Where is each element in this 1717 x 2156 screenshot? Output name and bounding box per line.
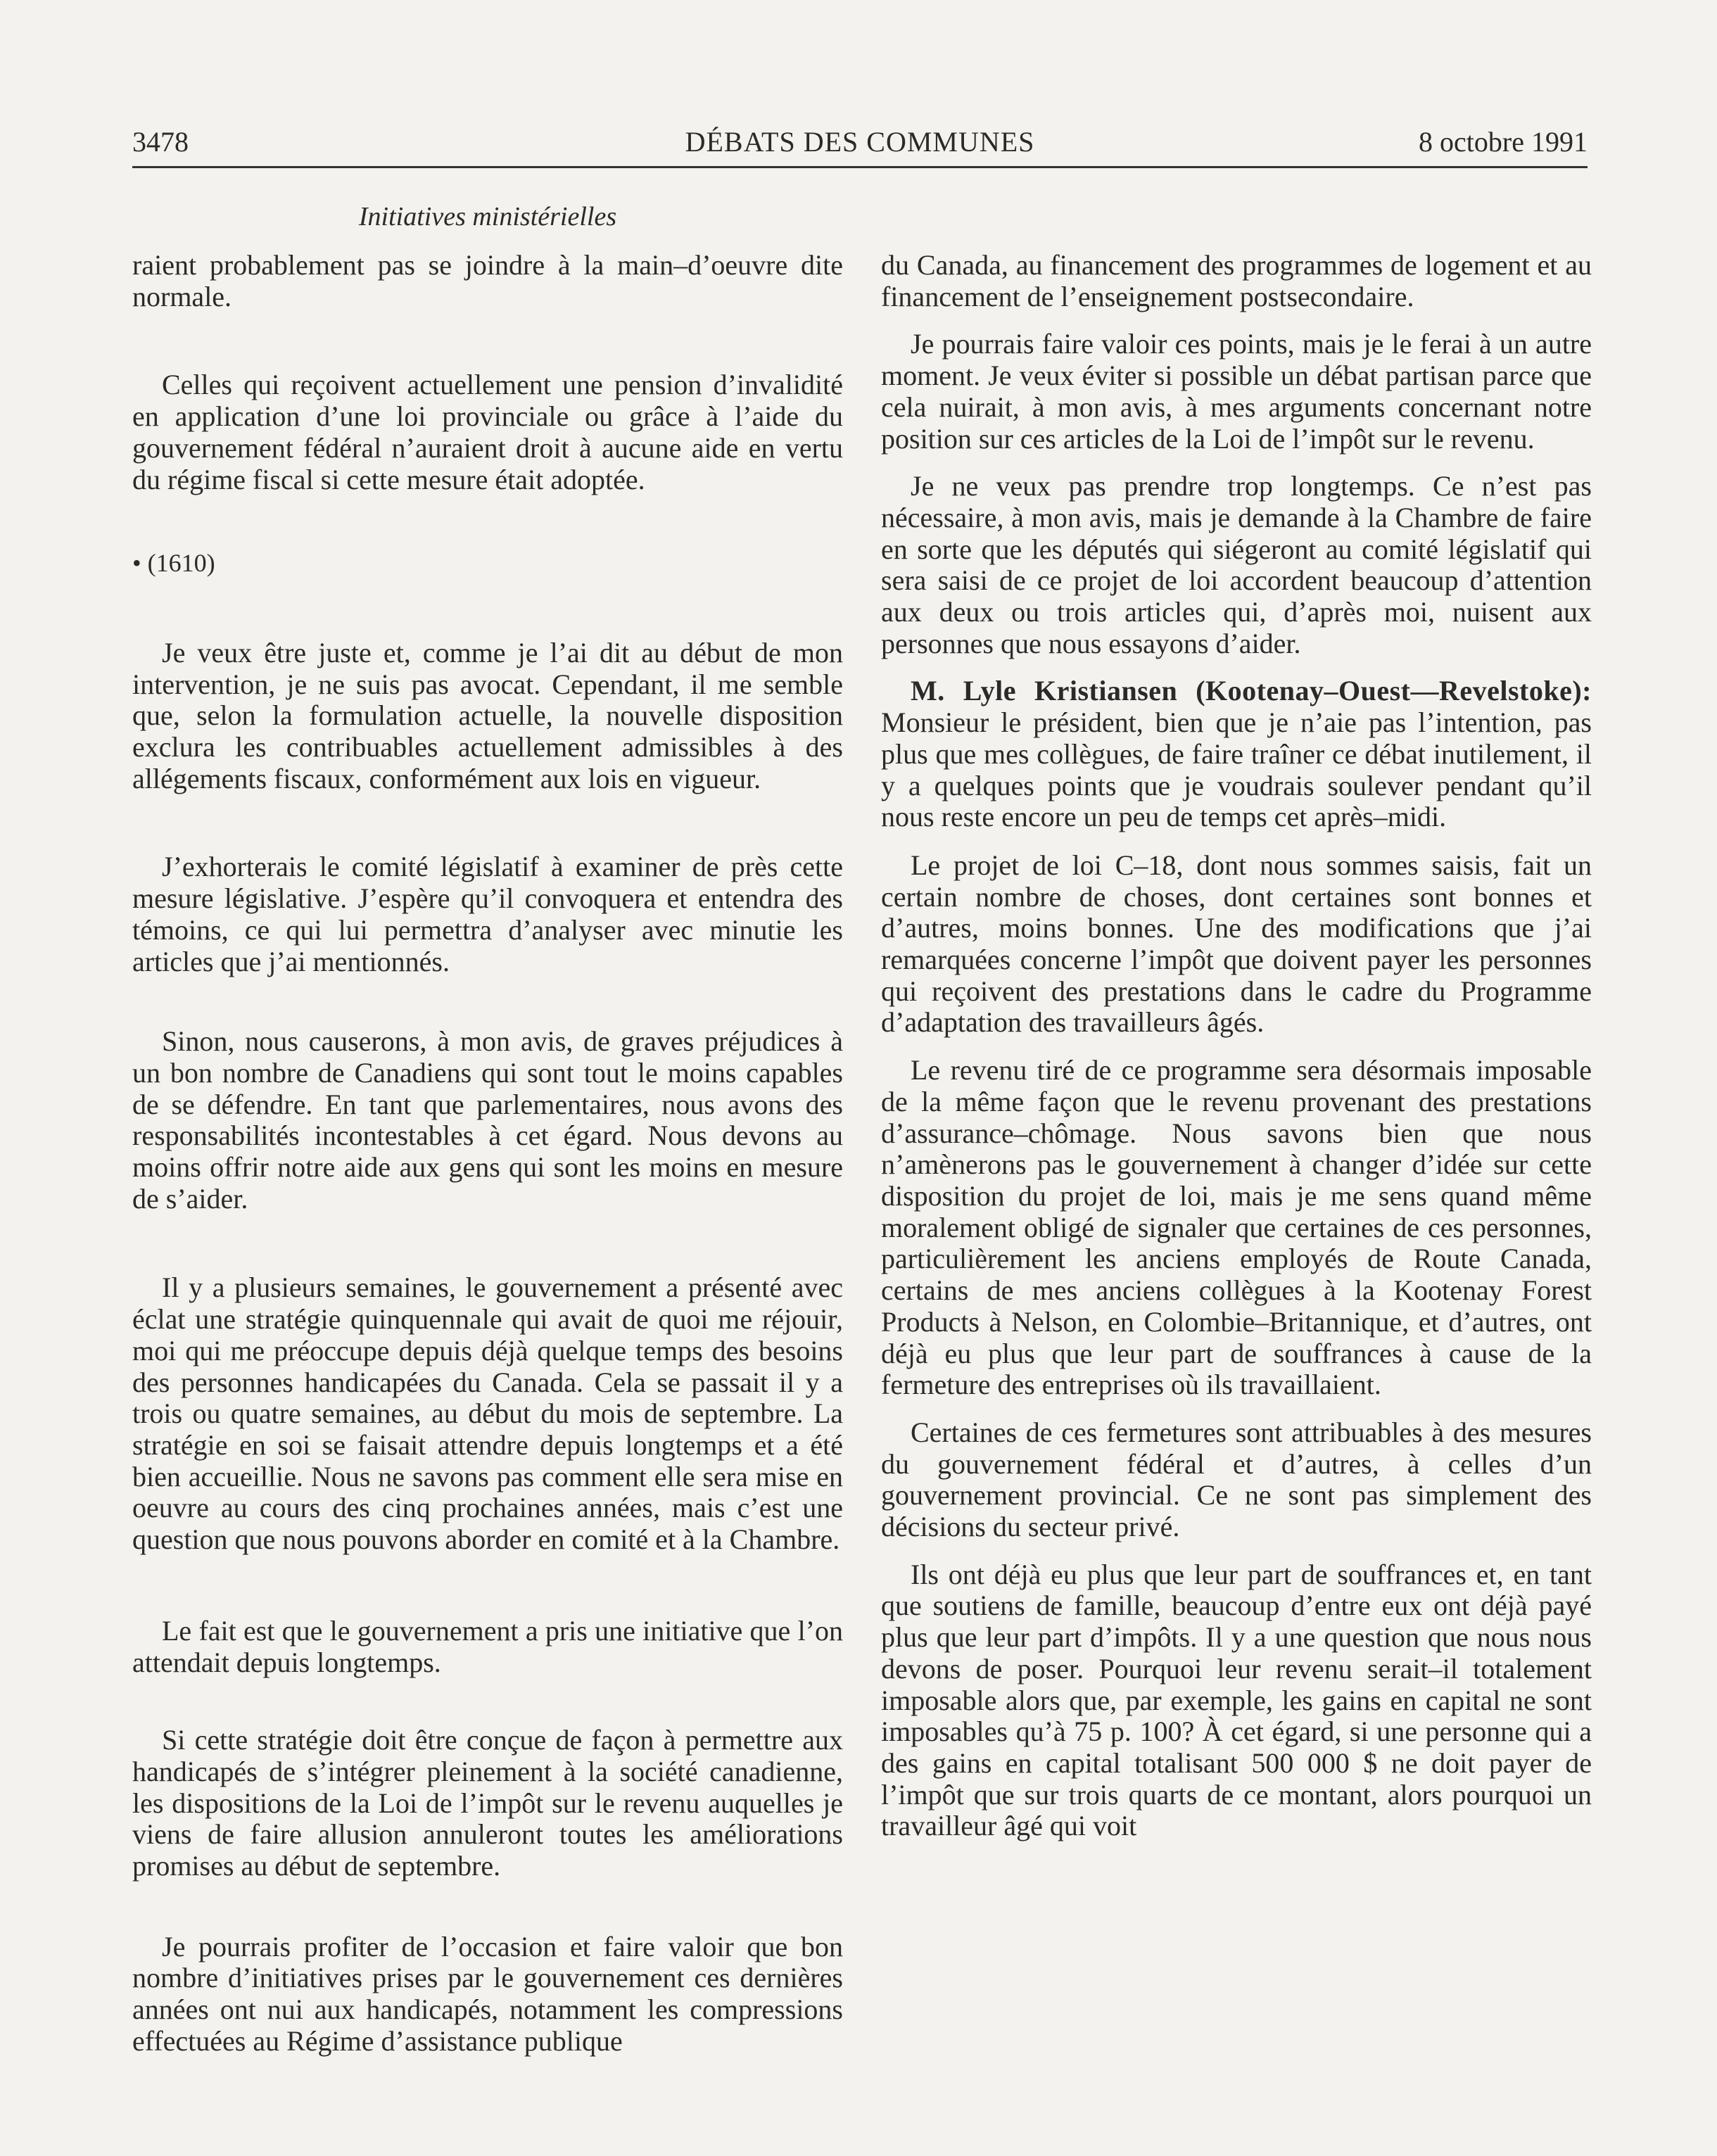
left-column [132,250,843,2057]
publication-date: 8 octobre 1991 [1419,126,1588,158]
page-header [132,121,1588,163]
paragraph: Le revenu tiré de ce programme sera désormais imposable de la même façon que le revenu provenant des prestations d’assurance–chômage. Nous savons bien que nous n’amènerons pas le gouvernement à changer d’idée sur cette disposition du projet de loi, mais je me sens quand même moralement obligé de signaler que certaines de ces personnes, particulièrement les anciens employés de Route Canada, certains de mes anciens collègues à la Kootenay Forest Products à Nelson, en Colombie–Britannique, et d’autres, ont déjà eu plus que leur part de souffrances à cause de la fermeture des entreprises où ils travaillaient. [881,1054,1592,1401]
header-rule [132,166,1588,168]
page-number: 3478 [132,126,189,158]
paragraph: Je ne veux pas prendre trop longtemps. Ce n’est pas nécessaire, à mon avis, mais je demande à la Chambre de faire en sorte que les députés qui siégeront au comité législatif qui sera saisi de ce projet de loi accordent beaucoup d’attention aux deux ou trois articles qui, d’après moi, nuisent aux personnes que nous essayons d’aider. [881,470,1592,659]
paragraph: du Canada, au financement des programmes de logement et au financement de l’enseignement postsecondaire. [881,249,1592,312]
paragraph: Le fait est que le gouvernement a pris une initiative que l’on attendait depuis longtemps. [132,1614,843,1678]
paragraph: Celles qui reçoivent actuellement une pension d’invalidité en application d’une loi provinciale ou grâce à l’aide du gouvernement fédéral n’auraient droit à aucune aide en vertu du régime fiscal si cette mesure était adoptée. [132,369,843,495]
speech-text: Monsieur le président, bien que je n’aie pas l’intention, pas plus que mes collègues, de faire traîner ce débat inutilement, il y a quelques points que je voudrais soulever pendant qu’il nous reste encore un peu de temps cet après–midi. [881,706,1592,833]
paragraph: raient probablement pas se joindre à la main–d’oeuvre dite normale. [132,249,843,312]
time-marker: • (1610) [132,549,215,578]
paragraph: Certaines de ces fermetures sont attribuables à des mesures du gouvernement fédéral et d’autres, à celles d’un gouvernement provincial. Ce ne sont pas simplement des décisions du secteur privé. [881,1416,1592,1543]
publication-title: DÉBATS DES COMMUNES [685,126,1035,158]
paragraph: Si cette stratégie doit être conçue de façon à permettre aux handicapés de s’intégrer pleinement à la société canadienne, les dispositions de la Loi de l’impôt sur le revenu auquelles je viens de faire allusion annuleront toutes les améliorations promises au début de septembre. [132,1724,843,1882]
speaker-paragraph [881,676,1592,833]
paragraph: J’exhorterais le comité législatif à examiner de près cette mesure législative. J’espère qu’il convoquera et entendra des témoins, ce qui lui permettra d’analyser avec minutie les articles que j’ai mentionnés. [132,851,843,977]
paragraph: Je veux être juste et, comme je l’ai dit au début de mon intervention, je ne suis pas avocat. Cependant, il me semble que, selon la formulation actuelle, la nouvelle disposition exclura les contribuables actuellement admissibles à des allégements fiscaux, conformément aux lois en vigueur. [132,636,843,794]
paragraph: Ils ont déjà eu plus que leur part de souffrances et, en tant que soutiens de famille, beaucoup d’entre eux ont déjà payé plus que leur part d’impôts. Il y a une question que nous nous devons de poser. Pourquoi leur revenu serait–il totalement imposable alors que, par exemple, les gains en capital ne sont imposables qu’à 75 p. 100? À cet égard, si une personne qui a des gains en capital totalisant 500 000 $ ne doit payer de l’impôt que sur trois quarts de ce montant, alors pourquoi un travailleur âgé qui voit [881,1558,1592,1842]
speaker-name: M. Lyle Kristiansen (Kootenay–Ouest—Revelstoke): [911,675,1592,707]
section-subheading: Initiatives ministérielles [358,202,617,232]
right-column [881,250,1592,1842]
paragraph: Je pourrais faire valoir ces points, mais je le ferai à un autre moment. Je veux éviter si possible un débat partisan parce que cela nuirait, à mon avis, à mes arguments concernant notre position sur ces articles de la Loi de l’impôt sur le revenu. [881,328,1592,455]
paragraph: Il y a plusieurs semaines, le gouvernement a présenté avec éclat une stratégie quinquennale qui avait de quoi me réjouir, moi qui me préoccupe depuis déjà quelque temps des besoins des personnes handicapées du Canada. Cela se passait il y a trois ou quatre semaines, au début du mois de septembre. La stratégie en soi se faisait attendre depuis longtemps et a été bien accueillie. Nous ne savons pas comment elle sera mise en oeuvre au cours des cinq prochaines années, mais c’est une question que nous pouvons aborder en comité et à la Chambre. [132,1272,843,1556]
paragraph: Je pourrais profiter de l’occasion et faire valoir que bon nombre d’initiatives prises par le gouvernement ces dernières années ont nui aux handicapés, notamment les compressions effectuées au Régime d’assistance publique [132,1930,843,2057]
paragraph: Sinon, nous causerons, à mon avis, de graves préjudices à un bon nombre de Canadiens qui sont tout le moins capables de se défendre. En tant que parlementaires, nous avons des responsabilités incontestables à cet égard. Nous devons au moins offrir notre aide aux gens qui sont les moins en mesure de s’aider. [132,1025,843,1215]
paragraph: Le projet de loi C–18, dont nous sommes saisis, fait un certain nombre de choses, dont certaines sont bonnes et d’autres, moins bonnes. Une des modifications que j’ai remarquées concerne l’impôt que doivent payer les personnes qui reçoivent des prestations dans le cadre du Programme d’adaptation des travailleurs âgés. [881,849,1592,1039]
